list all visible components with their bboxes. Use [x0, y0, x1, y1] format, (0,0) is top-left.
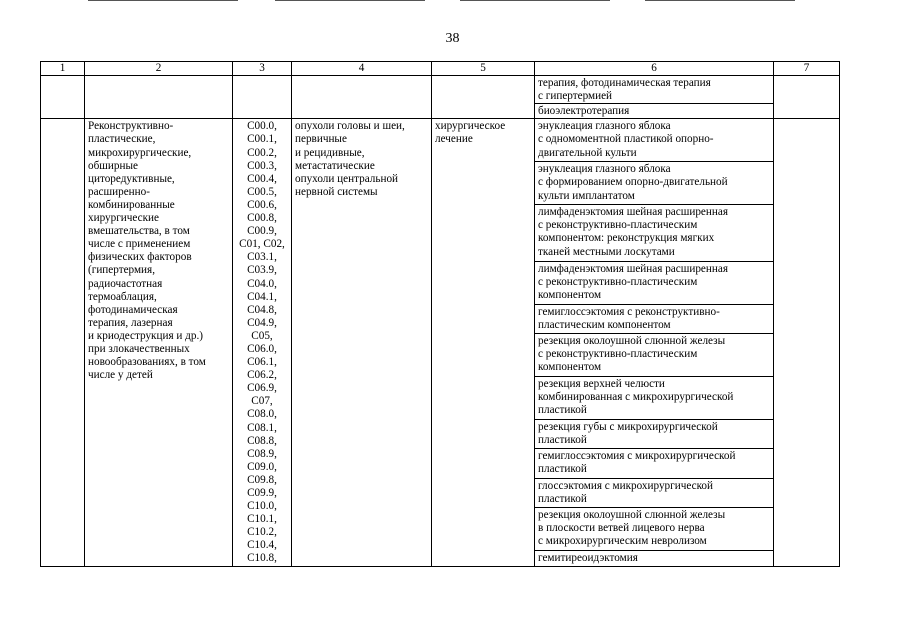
cell-line: при злокачественных	[88, 342, 190, 355]
cell-line: C09.9,	[247, 487, 277, 499]
cell-line: C00.3,	[247, 159, 277, 172]
cell-line: пластикой	[538, 463, 587, 476]
column-header: 6	[535, 62, 774, 76]
cell-line: с формированием опорно-двигательной	[538, 176, 728, 189]
cell-line: C00.4,	[247, 172, 277, 185]
cell-line: пластикой	[538, 434, 587, 447]
cell-line: пластикой	[538, 404, 587, 417]
cell-line: C10.1,	[247, 513, 277, 526]
method-cell	[535, 104, 774, 119]
column-header: 5	[432, 62, 535, 76]
cell-line: пластическим компонентом	[538, 318, 671, 331]
method-cell	[535, 334, 774, 377]
cell-line: C06.9,	[247, 382, 277, 395]
cell-line: обширные	[88, 159, 138, 172]
method-cell	[535, 76, 774, 104]
column-header: 7	[774, 62, 840, 76]
cell-line: хирургические	[88, 212, 160, 225]
cell-line: Реконструктивно-	[88, 120, 174, 133]
cell-line: циторедуктивные,	[88, 172, 175, 185]
cell-line: компонентом	[538, 361, 602, 374]
method-cell	[535, 478, 774, 507]
cell-line: C04.8,	[247, 303, 277, 316]
icd-codes-cell	[233, 119, 292, 566]
empty-cell	[774, 76, 840, 119]
cell-line: вмешательства, в том	[88, 225, 190, 238]
cell-line: лимфаденэктомия шейная расширенная	[538, 262, 728, 275]
cell-line: C10.4,	[247, 539, 277, 552]
cell-line: C08.0,	[247, 408, 277, 421]
method-cell	[535, 119, 774, 162]
cell-line: терапия, лазерная	[88, 316, 173, 329]
cell-line: опухоли центральной	[295, 172, 399, 185]
cell-line: гемиглоссэктомия с реконструктивно-	[538, 305, 720, 318]
cell-line: C08.8,	[247, 434, 277, 447]
cell-line: нервной системы	[295, 185, 378, 198]
cell-line: C10.0,	[247, 500, 277, 513]
method-cell	[535, 304, 774, 333]
column-header: 1	[41, 62, 85, 76]
cell-line: C06.2,	[247, 369, 277, 382]
cell-line: и криодеструкция и др.)	[88, 329, 203, 342]
method-cell	[535, 550, 774, 566]
cell-line: компонентом: реконструкция мягких	[538, 232, 715, 245]
method-cell	[535, 162, 774, 205]
cell-line: двигательной культи	[538, 146, 637, 159]
method-cell	[535, 507, 774, 550]
cell-line: с микрохирургическим невролизом	[538, 535, 707, 548]
cell-line: комбинированные	[88, 198, 175, 211]
page-top-rule	[460, 0, 610, 1]
cell-line: C01, C02,	[239, 238, 285, 251]
cell-line: C05,	[251, 329, 273, 342]
cell-line: резекция околоушной слюнной железы	[538, 335, 726, 348]
cell-line: C06.1,	[247, 356, 277, 369]
cell-line: C00.2,	[247, 146, 277, 159]
empty-cell	[85, 76, 233, 119]
cell-line: с гипертермией	[538, 90, 613, 103]
cell-line: резекция околоушной слюнной железы	[538, 508, 726, 521]
method-cell	[535, 205, 774, 262]
cell-line: C08.9,	[247, 447, 277, 460]
table-row	[41, 119, 840, 162]
column-header: 4	[292, 62, 432, 76]
cell-line: гемитиреоидэктомия	[538, 551, 638, 564]
cell-line: C00.9,	[247, 225, 277, 238]
header-row	[41, 62, 840, 76]
patient-model-cell	[292, 119, 432, 566]
cell-line: культи имплантатом	[538, 189, 635, 202]
page-number: 38	[445, 31, 460, 46]
cell-line: компонентом	[538, 288, 602, 301]
method-cell	[535, 419, 774, 448]
cell-line: C09.8,	[247, 473, 277, 486]
cell-line: C04.9,	[247, 316, 277, 329]
page-top-rule	[275, 0, 425, 1]
cell-line: C07,	[251, 395, 273, 408]
column-header: 3	[233, 62, 292, 76]
cell-line: пластические,	[88, 133, 156, 146]
cell-line: глоссэктомия с микрохирургической	[538, 479, 714, 492]
method-cell	[535, 449, 774, 478]
cell-line: гемиглоссэктомия с микрохирургической	[538, 450, 736, 463]
cell-line: C09.0,	[247, 460, 277, 473]
empty-cell	[432, 76, 535, 119]
cell-line: термоаблация,	[88, 290, 157, 303]
cell-line: (гипертермия,	[88, 264, 155, 277]
cell-line: с реконструктивно-пластическим	[538, 219, 698, 232]
cell-line: биоэлектротерапия	[538, 105, 630, 118]
cell-line: C04.0,	[247, 277, 277, 290]
cell-line: C06.0,	[247, 342, 277, 355]
cell-line: новообразованиях, в том	[88, 356, 206, 369]
cell-line: лимфаденэктомия шейная расширенная	[538, 206, 728, 219]
column-header: 2	[85, 62, 233, 76]
cell-line: микрохирургические,	[88, 146, 192, 159]
cell-line: C08.1,	[247, 421, 277, 434]
cell-line: энуклеация глазного яблока	[538, 163, 671, 176]
cell-line: расширенно-	[88, 185, 150, 198]
cell-line: физических факторов	[88, 251, 192, 264]
cell-line: числе с применением	[88, 238, 191, 251]
cell-line: C10.2,	[247, 526, 277, 539]
cell-line: резекция губы с микрохирургической	[538, 420, 718, 433]
cell-line: числе у детей	[88, 369, 153, 382]
empty-cell	[292, 76, 432, 119]
cell-line: в плоскости ветвей лицевого нерва	[538, 521, 705, 534]
cell-line: фотодинамическая	[88, 303, 178, 316]
intervention-name-cell	[85, 119, 233, 566]
cell-line: C00.1,	[247, 133, 277, 146]
cell-line: C03.9,	[247, 264, 277, 277]
page-top-rule	[88, 0, 238, 1]
cell-line: пластикой	[538, 492, 587, 505]
cell-line: C03.1,	[247, 251, 277, 264]
cell-line: C00.5,	[247, 185, 277, 198]
empty-cell	[774, 119, 840, 566]
cell-line: радиочастотная	[88, 277, 163, 290]
cell-line: C00.8,	[247, 212, 277, 225]
cell-line: и рецидивные,	[295, 146, 365, 159]
cell-line: C00.6,	[247, 198, 277, 211]
services-table	[40, 61, 840, 567]
treatment-type-cell	[432, 119, 535, 566]
cell-line: комбинированная с микрохирургической	[538, 391, 734, 404]
page-top-rule	[645, 0, 795, 1]
cell-line: с одномоментной пластикой опорно-	[538, 133, 714, 146]
method-cell	[535, 261, 774, 304]
cell-line: метастатические	[295, 159, 375, 172]
cell-line: лечение	[435, 133, 473, 146]
cell-line: C04.1,	[247, 290, 277, 303]
continued-row	[41, 76, 840, 104]
cell-line: энуклеация глазного яблока	[538, 120, 671, 133]
empty-cell	[233, 76, 292, 119]
cell-line: терапия, фотодинамическая терапия	[538, 77, 711, 90]
cell-line: C10.8,	[247, 552, 277, 565]
empty-cell	[41, 119, 85, 566]
cell-line: резекция верхней челюсти	[538, 377, 665, 390]
cell-line: тканей местными лоскутами	[538, 245, 675, 258]
cell-line: опухоли головы и шеи,	[295, 120, 405, 133]
cell-line: C00.0,	[247, 120, 277, 133]
method-cell	[535, 376, 774, 419]
cell-line: хирургическое	[435, 120, 506, 133]
cell-line: с реконструктивно-пластическим	[538, 275, 698, 288]
cell-line: с реконструктивно-пластическим	[538, 348, 698, 361]
cell-line: первичные	[295, 133, 347, 146]
empty-cell	[41, 76, 85, 119]
